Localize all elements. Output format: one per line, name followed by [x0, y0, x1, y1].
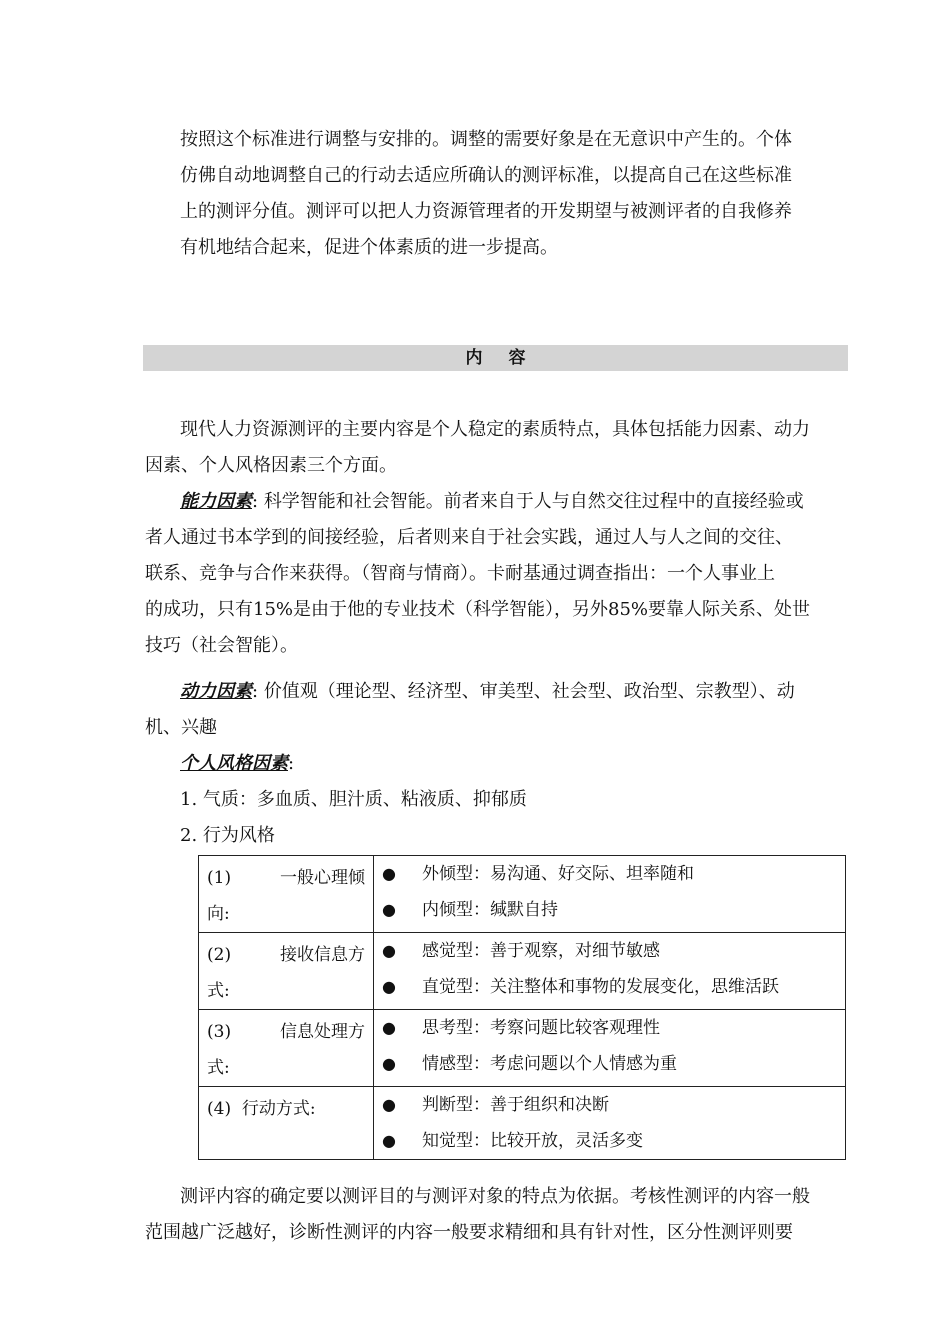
style-heading [180, 752, 294, 776]
paragraph-line: 因素、个人风格因素三个方面。 [145, 455, 397, 476]
motivation-text: 价值观（理论型、经济型、审美型、社会型、政治型、宗教型）、动 [263, 681, 795, 702]
motivation-term: 动力因素 [180, 681, 252, 702]
item-text: 知觉型：比较开放，灵活多变 [422, 1131, 643, 1151]
table-item [382, 1010, 845, 1046]
bullet-icon: ● [382, 1054, 396, 1073]
bullet-icon: ● [382, 900, 396, 919]
list-item: 1. 气质：多血质、胆汁质、粘液质、抑郁质 [180, 789, 527, 810]
category-number: (4) [207, 1099, 232, 1119]
category-cell [199, 933, 374, 1010]
table-item [382, 1123, 845, 1159]
paragraph-line: 范围越广泛越好，诊断性测评的内容一般要求精细和具有针对性，区分性测评则要 [145, 1222, 793, 1243]
ability-first-line [180, 490, 804, 514]
paragraph-line: 现代人力资源测评的主要内容是个人稳定的素质特点，具体包括能力因素、动力 [180, 419, 810, 440]
paragraph-line: 者人通过书本学到的间接经验，后者则来自于社会实践，通过人与人之间的交往、 [145, 527, 793, 548]
item-text: 外倾型：易沟通、好交际、坦率随和 [422, 864, 694, 884]
table-item [382, 933, 845, 969]
item-text: 感觉型：善于观察，对细节敏感 [422, 941, 660, 961]
category-cell [199, 856, 374, 933]
intro-line: 有机地结合起来，促进个体素质的进一步提高。 [180, 237, 558, 258]
table-item [382, 856, 845, 892]
style-colon: : [288, 753, 295, 774]
bullet-icon: ● [382, 1131, 396, 1150]
category-number: (2) [207, 945, 232, 965]
category-label-cont: 式: [207, 1058, 230, 1078]
paragraph-line: 机、兴趣 [145, 717, 217, 738]
category-label: 信息处理方 [280, 1022, 365, 1042]
bullet-icon: ● [382, 864, 396, 883]
section-heading: 内容 [465, 348, 552, 368]
item-text: 内倾型：缄默自持 [422, 900, 558, 920]
paragraph-line: 联系、竞争与合作来获得。（智商与情商）。卡耐基通过调查指出：一个人事业上 [145, 563, 775, 584]
paragraph-line: 的成功，只有15%是由于他的专业技术（科学智能），另外85%要靠人际关系、处世 [145, 599, 811, 620]
bullet-icon: ● [382, 1095, 396, 1114]
item-text: 思考型：考察问题比较客观理性 [422, 1018, 660, 1038]
table-item [382, 892, 845, 928]
item-text: 直觉型：关注整体和事物的发展变化，思维活跃 [422, 977, 779, 997]
motivation-first-line [180, 680, 795, 704]
category-number: (1) [207, 868, 232, 888]
paragraph-line: 技巧（社会智能）。 [145, 635, 298, 656]
section-heading-bar [143, 345, 848, 371]
table-row [199, 1087, 846, 1160]
category-label-cont: 向: [207, 904, 230, 924]
list-item: 2. 行为风格 [180, 825, 275, 846]
intro-line: 按照这个标准进行调整与安排的。调整的需要好象是在无意识中产生的。个体 [180, 129, 792, 150]
table-row [199, 856, 846, 933]
table-item [382, 1087, 845, 1123]
intro-line: 上的测评分值。测评可以把人力资源管理者的开发期望与被测评者的自我修养 [180, 201, 792, 222]
table-item [382, 1046, 845, 1082]
bullet-icon: ● [382, 941, 396, 960]
table-row [199, 1010, 846, 1087]
category-cell [199, 1010, 374, 1087]
bullet-icon: ● [382, 977, 396, 996]
table-row [199, 933, 846, 1010]
category-label-cont: 式: [207, 981, 230, 1001]
intro-line: 仿佛自动地调整自己的行动去适应所确认的测评标准，以提高自己在这些标准 [180, 165, 792, 186]
bullet-icon: ● [382, 1018, 396, 1037]
items-cell [374, 1087, 846, 1160]
category-number: (3) [207, 1022, 232, 1042]
category-label: 一般心理倾 [280, 868, 365, 888]
items-cell [374, 856, 846, 933]
category-label: 行动方式: [241, 1099, 316, 1119]
ability-term: 能力因素 [180, 491, 252, 512]
ability-text: 科学智能和社会智能。前者来自于人与自然交往过程中的直接经验或 [263, 491, 804, 512]
table-item [382, 969, 845, 1005]
category-label: 接收信息方 [280, 945, 365, 965]
item-text: 判断型：善于组织和决断 [422, 1095, 609, 1115]
behavior-style-table [198, 855, 846, 1160]
motivation-colon: : [252, 681, 259, 702]
style-term: 个人风格因素 [180, 753, 288, 774]
item-text: 情感型：考虑问题以个人情感为重 [422, 1054, 677, 1074]
items-cell [374, 1010, 846, 1087]
category-cell [199, 1087, 374, 1160]
paragraph-line: 测评内容的确定要以测评目的与测评对象的特点为依据。考核性测评的内容一般 [180, 1186, 810, 1207]
ability-colon: : [252, 491, 259, 512]
items-cell [374, 933, 846, 1010]
